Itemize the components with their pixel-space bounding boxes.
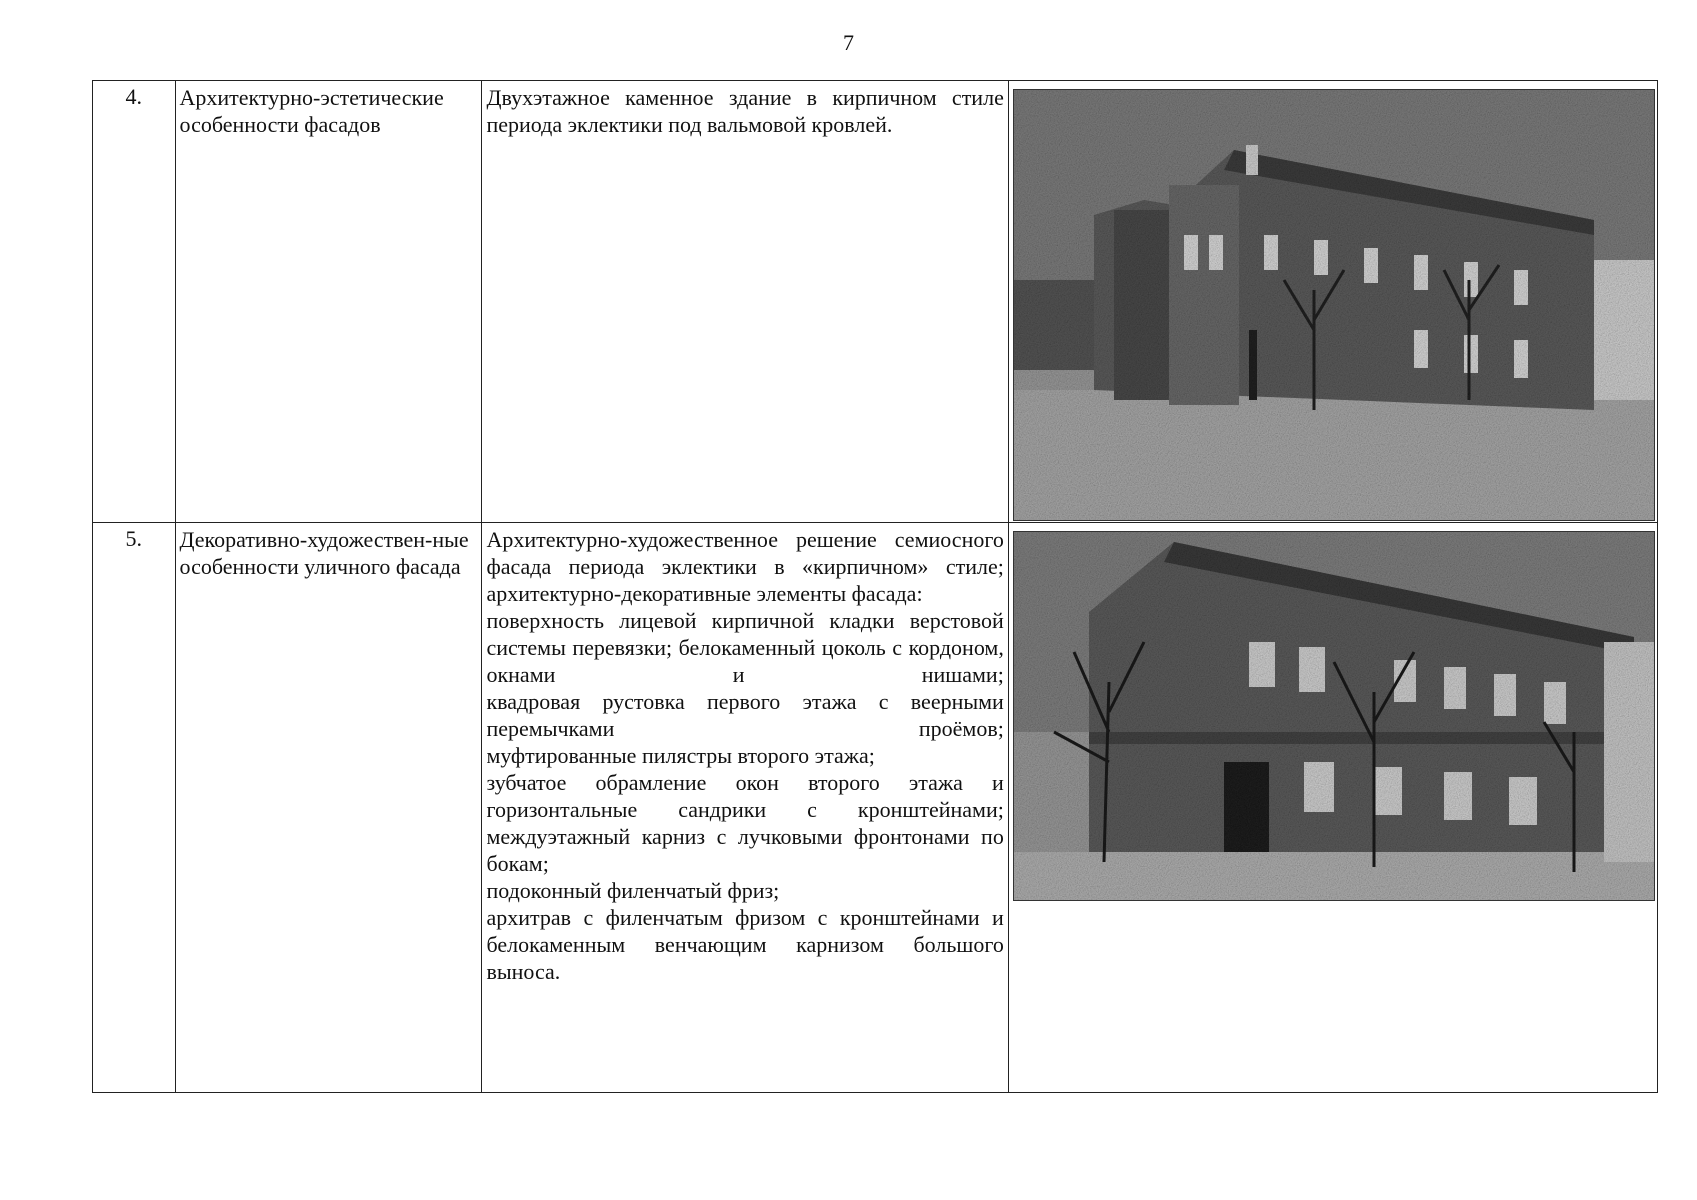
description-paragraph: Архитектурно-художественное решение семиосного фасада периода эклектики в «кирпичном» стиле; <box>486 527 1004 579</box>
row-number: 5. <box>93 523 176 1093</box>
object-characteristics-table <box>92 80 1658 1093</box>
description-paragraph: междуэтажный карниз с лучковыми фронтонами по бокам; <box>486 824 1004 876</box>
description-paragraph: архитектурно-декоративные элементы фасада: <box>486 581 923 606</box>
description-paragraph: зубчатое обрамление окон второго этажа и горизонтальные сандрики с кронштейнами; <box>486 770 1004 822</box>
building-photo-corner-view <box>1013 89 1655 521</box>
building-photo-street-facade <box>1013 531 1655 901</box>
row-description <box>482 81 1008 523</box>
page-number: 7 <box>843 30 854 55</box>
row-title: Архитектурно-эстетические особенности фасадов <box>175 81 482 523</box>
row-title: Декоративно-художествен-ные особенности уличного фасада <box>175 523 482 1093</box>
description-paragraph: архитрав с филенчатым фризом с кронштейнами и белокаменным венчающим карнизом большого выноса. <box>486 905 1004 984</box>
description-paragraph: Двухэтажное каменное здание в кирпичном стиле периода эклектики под вальмовой кровлей. <box>486 85 1004 137</box>
description-paragraph: квадровая рустовка первого этажа с веерными перемычками проёмов; <box>486 689 1004 741</box>
description-paragraph: муфтированные пилястры второго этажа; <box>486 743 875 768</box>
row-number: 4. <box>93 81 176 523</box>
photo-cell <box>1008 523 1657 1093</box>
description-paragraph: подоконный филенчатый фриз; <box>486 878 780 903</box>
description-paragraph: поверхность лицевой кирпичной кладки верстовой системы перевязки; белокаменный цоколь с кордоном, окнами и нишами; <box>486 608 1004 687</box>
row-description <box>482 523 1008 1093</box>
table-row <box>93 523 1658 1093</box>
photo-cell <box>1008 81 1657 523</box>
table-row <box>93 81 1658 523</box>
